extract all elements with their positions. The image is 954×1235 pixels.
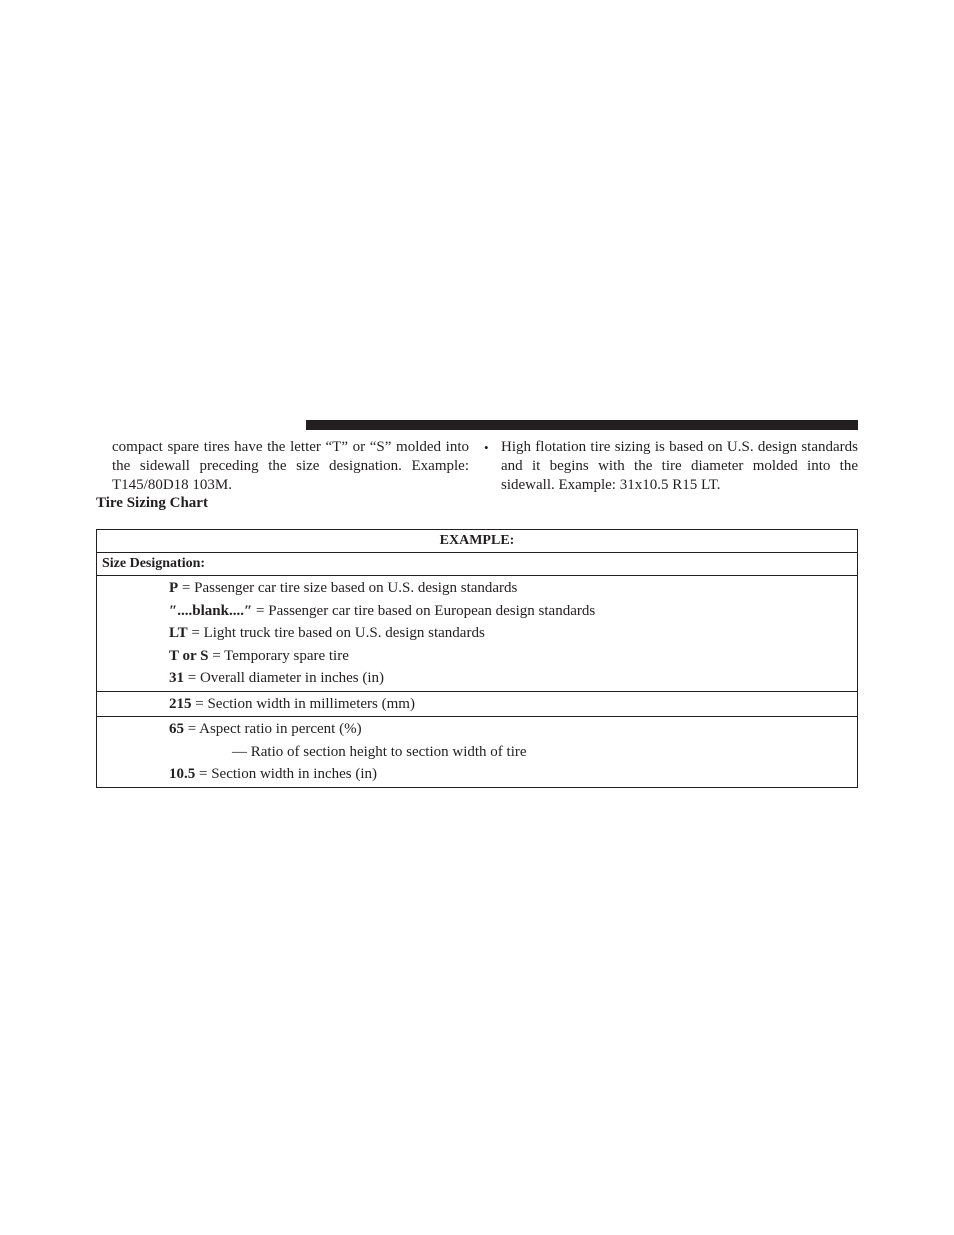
chart-line — [97, 600, 857, 623]
chart-term: P — [169, 580, 179, 596]
chart-line — [97, 763, 857, 786]
section-title: Tire Sizing Chart — [96, 495, 208, 511]
chart-group-1 — [97, 575, 857, 691]
chart-header: EXAMPLE: — [439, 533, 515, 548]
chart-group-2 — [97, 691, 857, 717]
chart-group-3 — [97, 716, 857, 787]
bullet-text: High flotation tire sizing is based on U.S. design standards and it begins with the tire diameter molded into the sidewall. Example: 31x10.5 R15 LT. — [501, 439, 858, 493]
left-column-text: compact spare tires have the letter “T” or “S” molded into the sidewall preceding the size designation. Example: T145/80D18 103M. — [112, 439, 469, 493]
right-column — [484, 438, 858, 495]
chart-desc: = Temporary spare tire — [208, 647, 349, 664]
chart-desc: — Ratio of section height to section width of tire — [232, 743, 527, 760]
chart-label: Size Designation: — [97, 552, 857, 575]
chart-term: LT — [169, 625, 188, 641]
chart-desc: = Section width in inches (in) — [195, 766, 378, 782]
bullet-item — [484, 438, 858, 495]
chart-term: T or S — [169, 647, 209, 664]
chart-term: 215 — [169, 695, 192, 712]
bullet-icon: • — [484, 440, 489, 455]
left-column — [112, 438, 469, 495]
chart-line — [97, 622, 857, 645]
chart-desc: = Passenger car tire size based on U.S. design standards — [178, 580, 518, 596]
chart-line — [97, 577, 857, 600]
chart-term: 10.5 — [169, 766, 196, 782]
chart-term: 31 — [169, 670, 184, 686]
chart-line — [97, 645, 857, 668]
chart-line — [97, 693, 857, 716]
chart-desc: = Overall diameter in inches (in) — [184, 670, 385, 686]
chart-line — [97, 667, 857, 690]
header-bar — [306, 420, 858, 430]
chart-desc: = Passenger car tire based on European design standards — [252, 602, 596, 619]
chart-desc: = Light truck tire based on U.S. design standards — [187, 625, 485, 641]
tire-sizing-chart — [96, 529, 858, 788]
chart-line — [97, 718, 857, 741]
chart-desc: = Aspect ratio in percent (%) — [184, 721, 362, 737]
chart-line — [97, 741, 857, 764]
chart-term: 65 — [169, 721, 184, 737]
chart-term: ″....blank....″ — [169, 602, 253, 619]
chart-desc: = Section width in millimeters (mm) — [191, 695, 415, 712]
